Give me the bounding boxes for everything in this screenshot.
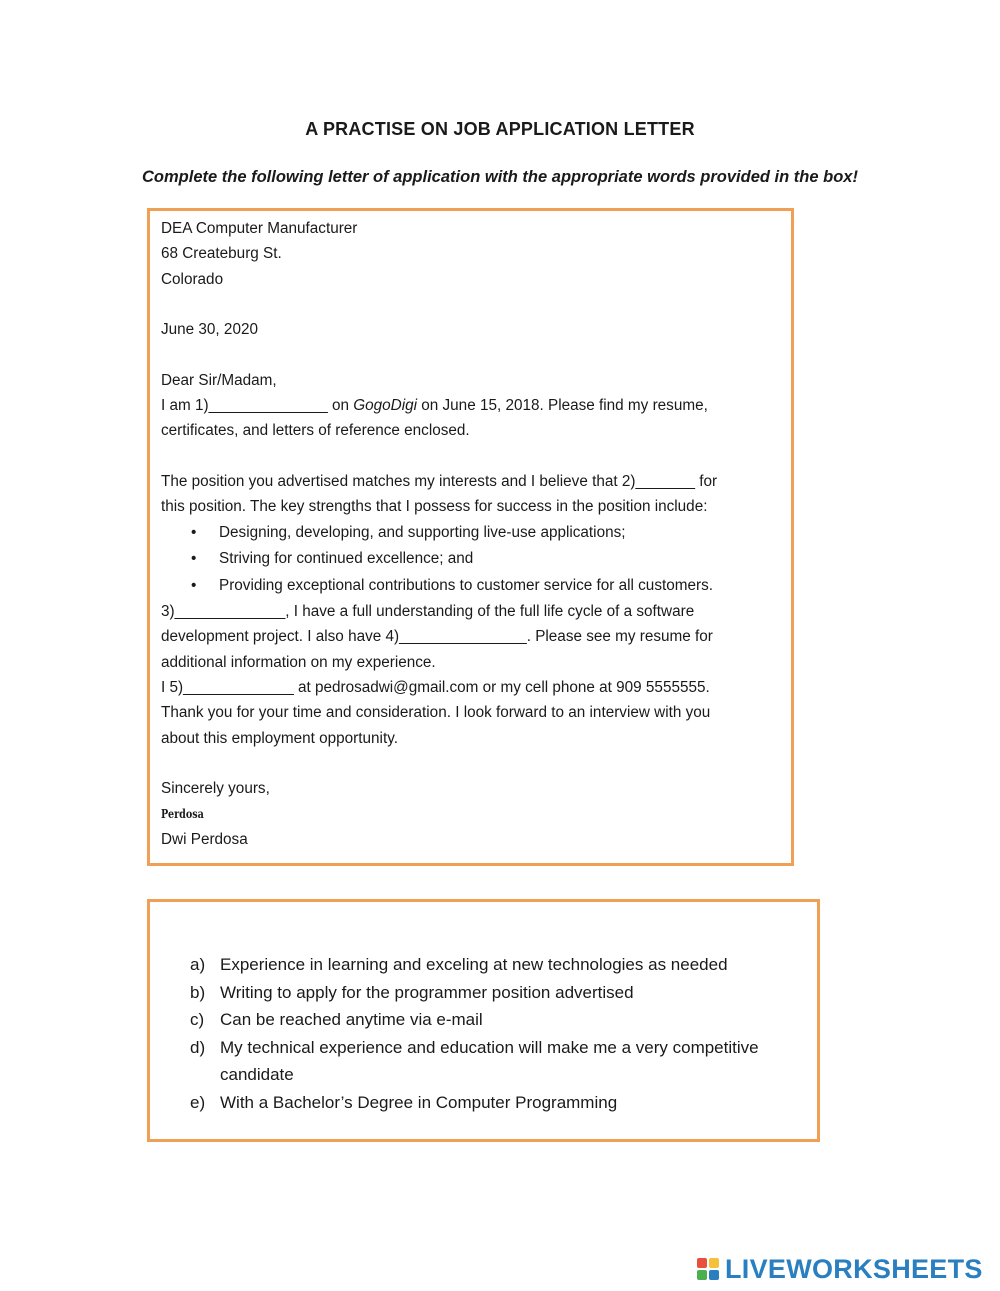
option-text: Experience in learning and exceling at new technologies as needed [220,955,728,974]
paragraph-4-line-2: Thank you for your time and consideration. I look forward to an interview with you [161,704,711,722]
list-item [190,1034,810,1089]
list-item: • Providing exceptional contributions to customer service for all customers. [219,573,781,600]
paragraph-3-line-1: 3)_____________, I have a full understanding of the full life cycle of a software [161,603,695,621]
logo-text: LIVEWORKSHEETS [725,1253,983,1284]
option-letter: a) [190,955,206,974]
page-title: A PRACTISE ON JOB APPLICATION LETTER [305,119,695,139]
letter-body [161,216,781,852]
closing: Sincerely yours, [161,780,270,798]
sender-name: Dwi Perdosa [161,830,248,848]
instruction-text: Complete the following letter of application with the appropriate words provided in the box! [142,168,858,186]
list-item [190,1089,810,1117]
paragraph-1-line-2: certificates, and letters of reference enclosed. [161,422,470,440]
blank-1-text: I am 1)______________ on [161,397,354,415]
list-item [190,979,810,1007]
paragraph-1-line-1 [161,393,781,418]
paragraph-3-line-2: development project. I also have 4)_______________. Please see my resume for [161,628,713,646]
option-text: Writing to apply for the programmer position advertised [220,982,634,1002]
address-line-3: Colorado [161,270,224,288]
paragraph-2-line-2: this position. The key strengths that I possess for success in the position include: [161,498,708,516]
options-list [190,951,810,1116]
address-line-1: DEA Computer Manufacturer [161,220,358,237]
letter-date: June 30, 2020 [161,321,258,339]
paragraph-3-line-3: additional information on my experience. [161,653,436,671]
list-item: • Striving for continued excellence; and [219,546,781,573]
paragraph-4-line-1: I 5)_____________ at pedrosadwi@gmail.com or my cell phone at 909 5555555. [161,678,710,696]
option-letter: d) [190,1037,206,1057]
option-text: Can be reached anytime via e-mail [220,1010,483,1029]
list-item [190,951,810,979]
list-item [190,1006,810,1034]
liveworksheets-logo[interactable] [697,1252,983,1286]
paragraph-4-line-3: about this employment opportunity. [161,729,398,747]
logo-icon [697,1258,719,1280]
signature-line [161,801,781,826]
paragraph-2-line-1: The position you advertised matches my interests and I believe that 2)_______ for [161,472,718,490]
paragraph-1-end: on June 15, 2018. Please find my resume, [417,397,708,415]
strengths-list [161,520,781,600]
signature: Perdosa [161,807,204,822]
option-letter: b) [190,982,206,1002]
option-text: My technical experience and education will make me a very competitive candidate [220,1037,759,1084]
list-item: • Designing, developing, and supporting live-use applications; [219,520,781,547]
salutation: Dear Sir/Madam, [161,371,277,389]
option-letter: e) [190,1092,206,1112]
option-letter: c) [190,1010,205,1029]
company-name: GogoDigi [353,397,418,415]
option-text: With a Bachelor’s Degree in Computer Programming [220,1092,618,1112]
address-line-2: 68 Createburg St. [161,245,282,263]
